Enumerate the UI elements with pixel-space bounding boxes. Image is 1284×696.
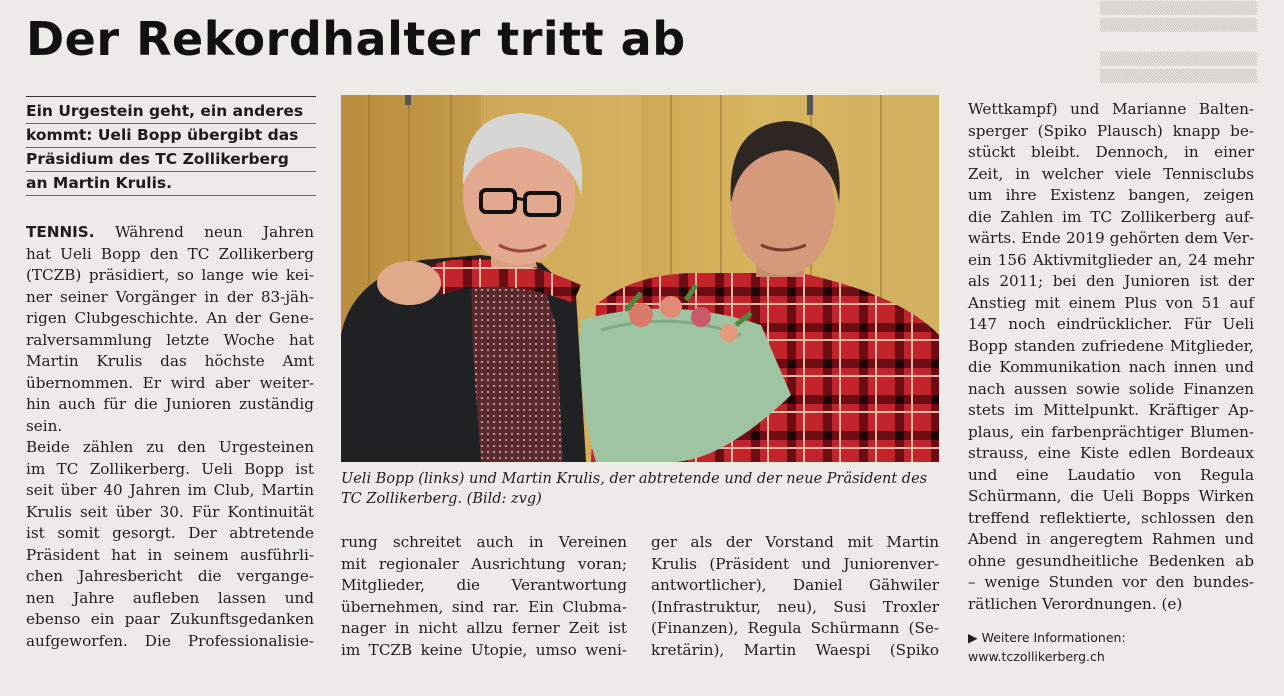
text-line: seit über 40 Jahren im Club, Martin bbox=[26, 481, 314, 499]
text-line: hin auch für die Junioren zuständig bbox=[26, 395, 314, 413]
text-line: Krulis (Präsident und Juniorenver- bbox=[651, 554, 939, 573]
text-line: stückt bleibt. Dennoch, in einer bbox=[968, 143, 1254, 161]
text-line: im TCZB keine Utopie, umso weni- bbox=[341, 640, 627, 659]
lead-line: Präsidium des TC Zollikerberg bbox=[26, 148, 316, 172]
text-line: kretärin), Martin Waespi (Spiko bbox=[651, 640, 939, 659]
text-line: Präsident hat in seinem ausführli- bbox=[26, 545, 314, 564]
text-line: aufgeworfen. Die Professionalisie- bbox=[26, 631, 314, 650]
text-line: und eine Laudatio von Regula bbox=[968, 465, 1254, 484]
text-line: ebenso ein paar Zukunftsgedanken bbox=[26, 610, 314, 628]
text-line: – wenige Stunden vor den bundes- bbox=[968, 573, 1254, 591]
text-line: treffend reflektierte, schlossen den bbox=[968, 508, 1254, 527]
text-line: Abend in angeregtem Rahmen und bbox=[968, 530, 1254, 548]
text-line: strauss, eine Kiste edlen Bordeaux bbox=[968, 444, 1254, 462]
text-line: um ihre Existenz bangen, zeigen bbox=[968, 186, 1254, 204]
text-line: ein 156 Aktivmitglieder an, 24 mehr bbox=[968, 250, 1254, 269]
text-line: Schürmann, die Ueli Bopps Wirken bbox=[968, 487, 1254, 505]
bleed-through-text: ▒▒▒▒▒▒▒▒▒▒▒▒▒▒▒▒▒ ▒▒▒▒▒▒▒▒▒▒▒▒▒▒▒▒▒ ▒▒▒▒▒▒▒▒▒▒▒▒▒▒▒▒▒ ▒▒▒▒▒▒▒▒▒▒▒▒▒▒▒▒▒ bbox=[1100, 1, 1257, 83]
text-line: Zeit, in welcher viele Tennisclubs bbox=[968, 164, 1254, 183]
text-line: ohne gesundheitliche Bedenken ab bbox=[968, 551, 1254, 570]
lead-text bbox=[26, 96, 316, 196]
text-line: sein. bbox=[26, 416, 63, 435]
lead-line: Ein Urgestein geht, ein anderes bbox=[26, 100, 316, 124]
text-line: rätlichen Verordnungen. (e) bbox=[968, 594, 1183, 613]
text-line: (TCZB) präsidiert, so lange wie kei- bbox=[26, 266, 314, 284]
column-4 bbox=[968, 99, 1254, 615]
text-line: die Zahlen im TC Zollikerberg auf- bbox=[968, 207, 1254, 226]
text-line: ralversammlung letzte Woche hat bbox=[26, 330, 314, 349]
photo bbox=[341, 95, 939, 462]
text-line: Bopp standen zufriedene Mitglieder, bbox=[968, 336, 1254, 355]
headline: Der Rekordhalter tritt ab bbox=[26, 12, 686, 66]
text-line: Martin Krulis das höchste Amt bbox=[26, 352, 314, 370]
column-2 bbox=[341, 532, 627, 661]
text-line: als 2011; bei den Junioren ist der bbox=[968, 272, 1254, 290]
text-line: im TC Zollikerberg. Ueli Bopp ist bbox=[26, 459, 314, 478]
text-line: übernehmen, sind rar. Ein Clubma- bbox=[341, 597, 627, 616]
text-line: ist somit gesorgt. Der abtretende bbox=[26, 524, 314, 542]
text-line: nach aussen sowie solide Finanzen bbox=[968, 379, 1254, 398]
info-box bbox=[968, 628, 1248, 666]
info-url-link[interactable]: www.tczollikerberg.ch bbox=[968, 649, 1105, 664]
lead-line: kommt: Ueli Bopp übergibt das bbox=[26, 124, 316, 148]
text-line: Beide zählen zu den Urgesteinen bbox=[26, 438, 314, 456]
text-line: rigen Clubgeschichte. An der Gene- bbox=[26, 309, 314, 327]
text-line: wärts. Ende 2019 gehörten dem Ver- bbox=[968, 229, 1254, 247]
lead-line: an Martin Krulis. bbox=[26, 172, 316, 196]
kicker: TENNIS. bbox=[26, 223, 95, 241]
text-line: sperger (Spiko Plausch) knapp be- bbox=[968, 121, 1254, 140]
text-line: stets im Mittelpunkt. Kräftiger Ap- bbox=[968, 401, 1254, 419]
text-line: Anstieg mit einem Plus von 51 auf bbox=[968, 293, 1254, 312]
text-line: nager in nicht allzu ferner Zeit ist bbox=[341, 619, 627, 637]
photo-caption: Ueli Bopp (links) und Martin Krulis, der abtretende und der neue Präsident des TC Zollikerberg. (Bild: zvg) bbox=[341, 471, 928, 507]
text-line: rung schreitet auch in Vereinen bbox=[341, 533, 627, 551]
text-line: chen Jahresbericht die vergange- bbox=[26, 567, 314, 585]
text-line: ner seiner Vorgänger in der 83-jäh- bbox=[26, 287, 314, 306]
text-line: ger als der Vorstand mit Martin bbox=[651, 533, 939, 551]
text-line: Krulis seit über 30. Für Kontinuität bbox=[26, 502, 314, 521]
text-line: hat Ueli Bopp den TC Zollikerberg bbox=[26, 244, 314, 263]
column-1 bbox=[26, 222, 314, 652]
text-line: 147 noch eindrücklicher. Für Ueli bbox=[968, 315, 1254, 333]
text-line: übernommen. Er wird aber weiter- bbox=[26, 373, 314, 392]
text-line: antwortlicher), Daniel Gähwiler bbox=[651, 576, 939, 594]
text-line: (Infrastruktur, neu), Susi Troxler bbox=[651, 597, 939, 616]
text-line: TENNIS. Während neun Jahren bbox=[26, 223, 314, 241]
text-line: nen Jahre aufleben lassen und bbox=[26, 588, 314, 607]
column-3 bbox=[651, 532, 939, 661]
text-line: plaus, ein farbenprächtiger Blumen- bbox=[968, 422, 1254, 441]
text-line: Mitglieder, die Verantwortung bbox=[341, 576, 627, 594]
info-label: ▶ Weitere Informationen: bbox=[968, 630, 1126, 645]
text-line: mit regionaler Ausrichtung voran; bbox=[341, 554, 627, 573]
text-line: Wettkampf) und Marianne Balten- bbox=[968, 100, 1254, 118]
text-line: (Finanzen), Regula Schürmann (Se- bbox=[651, 619, 939, 637]
text-line: die Kommunikation nach innen und bbox=[968, 358, 1254, 376]
